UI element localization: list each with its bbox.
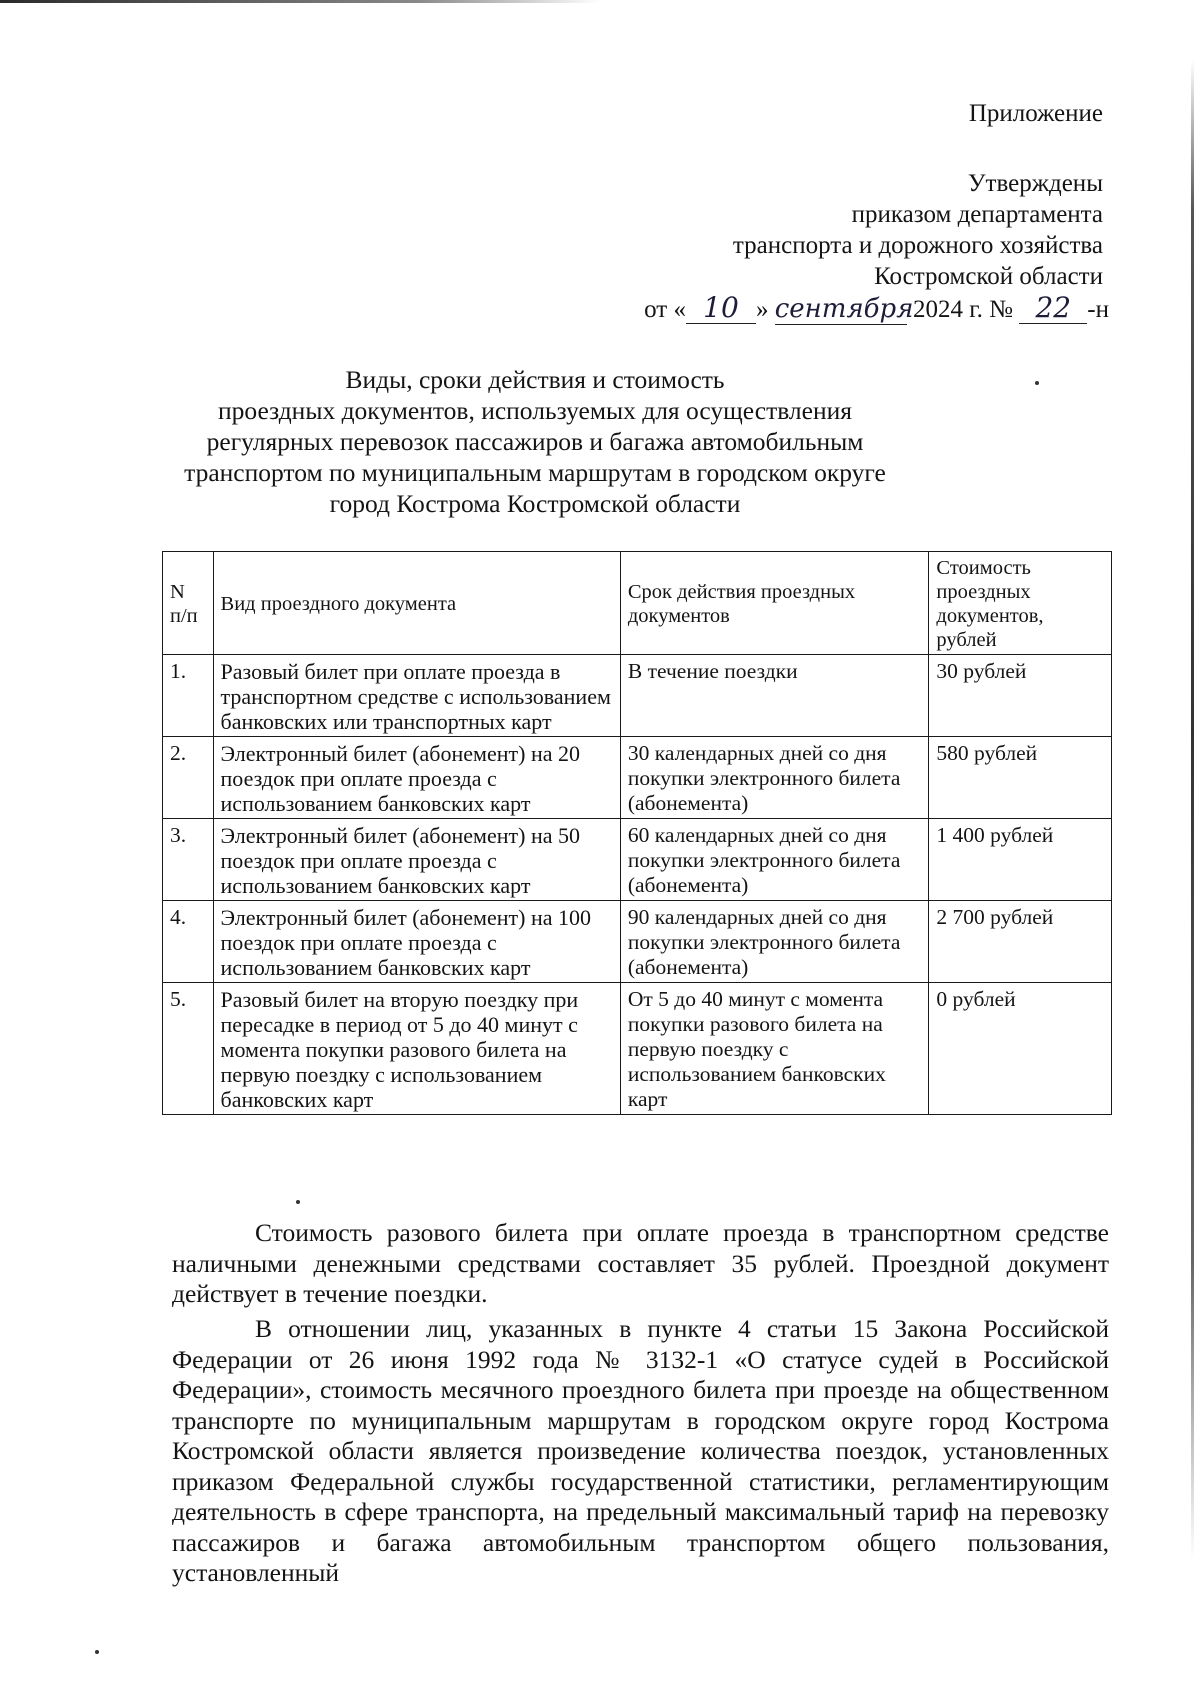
row-validity: 60 календарных дней со дня покупки электронного билета (абонемента): [620, 819, 929, 901]
fares-table: [162, 551, 1112, 1115]
table-header-row: [163, 552, 1112, 655]
row-document-type: Разовый билет на вторую поездку при пересадке в период от 5 до 40 минут с момента покупки разового билета на первую поездку с использованием банковских карт: [213, 983, 620, 1115]
table-row: [163, 737, 1112, 819]
table-row: [163, 819, 1112, 901]
paragraph-cash-fare: Стоимость разового билета при оплате проезда в транспортном средстве наличными денежными средствами составляет 35 рублей. Проездной документ действует в течение поездки.: [172, 1218, 1109, 1308]
row-validity: 30 календарных дней со дня покупки электронного билета (абонемента): [620, 737, 929, 819]
handwritten-day: 10: [686, 293, 756, 324]
scan-speck: [296, 1200, 300, 1204]
row-number: 2.: [163, 737, 214, 819]
approval-line: Утверждены: [967, 170, 1103, 197]
row-number: 4.: [163, 901, 214, 983]
date-mid: »: [755, 296, 769, 323]
handwritten-order-number: 22: [1019, 293, 1087, 324]
header-document-type: Вид проездного документа: [213, 552, 620, 655]
order-number-suffix: -н: [1087, 296, 1109, 323]
order-date-line: [644, 293, 1109, 325]
row-document-type: Электронный билет (абонемент) на 20 поездок при оплате проезда с использованием банковских карт: [213, 737, 620, 819]
table-row: [163, 983, 1112, 1115]
row-validity: 90 календарных дней со дня покупки электронного билета (абонемента): [620, 901, 929, 983]
row-validity: От 5 до 40 минут с момента покупки разового билета на первую поездку с использованием банковских карт: [620, 983, 929, 1115]
row-cost: 1 400 рублей: [929, 819, 1112, 901]
row-number: 1.: [163, 655, 214, 737]
row-number: 5.: [163, 983, 214, 1115]
header-validity: Срок действия проездных документов: [620, 552, 929, 655]
date-prefix: от «: [644, 296, 686, 323]
title-line: проездных документов, используемых для осуществления: [218, 396, 852, 425]
title-line: город Кострома Костромской области: [329, 489, 741, 518]
row-number: 3.: [163, 819, 214, 901]
header-number: N п/п: [163, 552, 214, 655]
row-cost: 2 700 рублей: [929, 901, 1112, 983]
row-validity: В течение поездки: [620, 655, 929, 737]
row-cost: 30 рублей: [929, 655, 1112, 737]
table-row: [163, 655, 1112, 737]
title-line: Виды, сроки действия и стоимость: [345, 365, 725, 394]
row-document-type: Электронный билет (абонемент) на 100 поездок при оплате проезда с использованием банковских карт: [213, 901, 620, 983]
scan-speck: [95, 1650, 99, 1654]
scan-edge-top: [0, 0, 600, 3]
row-cost: 0 рублей: [929, 983, 1112, 1115]
approval-line: транспорта и дорожного хозяйства: [732, 232, 1103, 259]
scan-edge-right: [1191, 60, 1194, 1560]
row-document-type: Разовый билет при оплате проезда в транспортном средстве с использованием банковских или транспортных карт: [213, 655, 620, 737]
row-cost: 580 рублей: [929, 737, 1112, 819]
table-row: [163, 901, 1112, 983]
title-line: транспортом по муниципальным маршрутам в городском округе: [184, 458, 886, 487]
handwritten-month: сентября: [774, 294, 914, 324]
date-year: 2024 г. №: [912, 296, 1014, 323]
header-cost: Стоимость проездных документов, рублей: [929, 552, 1112, 655]
scan-speck: [1035, 381, 1039, 385]
title-line: регулярных перевозок пассажиров и багажа автомобильным: [206, 427, 864, 456]
paragraph-judges-fare: В отношении лиц, указанных в пункте 4 статьи 15 Закона Российской Федерации от 26 июня 1992 года № 3132-1 «О статусе судей в Российской Федерации», стоимость месячного проездного билета при проезде на общественном транспорте по муниципальным маршрутам в городском округе город Кострома Костромской области является произведение количества поездок, установленных приказом Федеральной службы государственной статистики, регламентирующим деятельность в сфере транспорта, на предельный максимальный тариф на перевозку пассажиров и багажа автомобильным транспортом общего пользования, установленный: [172, 1314, 1109, 1587]
approval-line: приказом департамента: [851, 201, 1103, 228]
approval-block: [733, 168, 1103, 292]
appendix-label: Приложение: [968, 100, 1103, 127]
row-document-type: Электронный билет (абонемент) на 50 поездок при оплате проезда с использованием банковских карт: [213, 819, 620, 901]
approval-line: Костромской области: [874, 263, 1103, 290]
document-title: [150, 364, 920, 519]
